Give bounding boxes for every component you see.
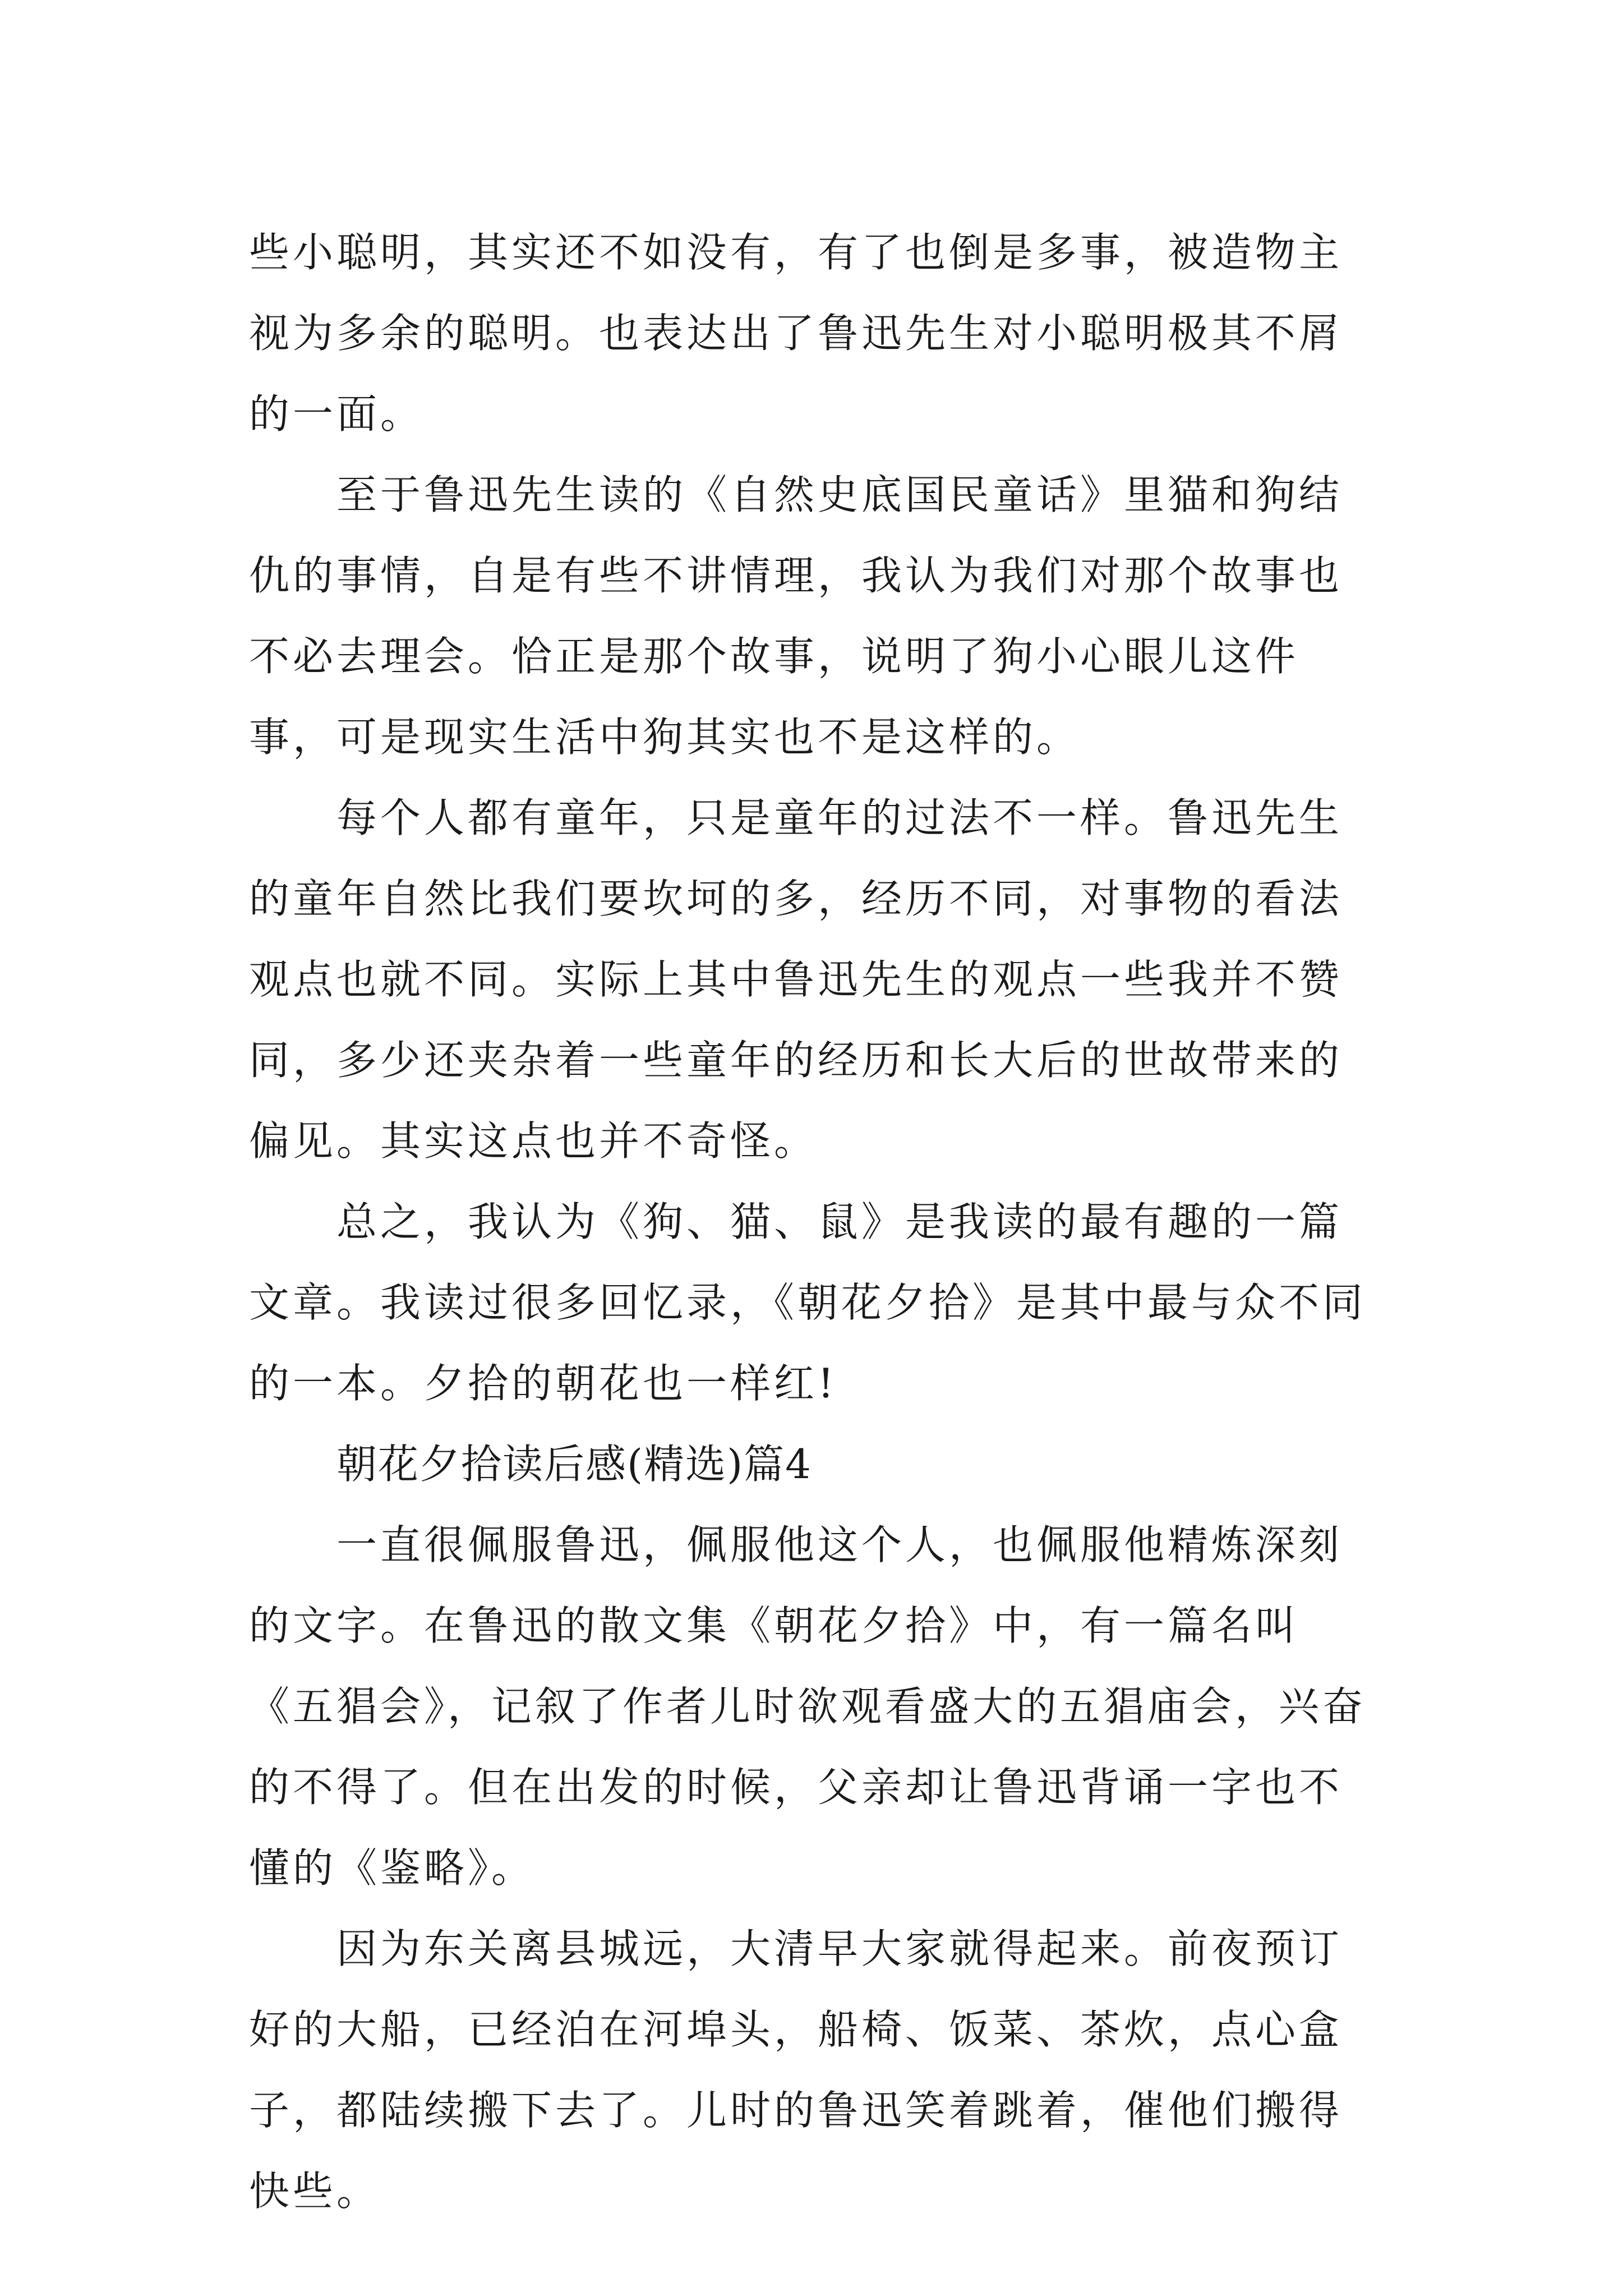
section-heading: 朝花夕拾读后感(精选)篇4 [336,1441,812,1488]
paragraph-conclusion: 总之，我认为《狗、猫、鼠》是我读的最有趣的一篇文章。我读过很多回忆录，《朝花夕拾》是其中最与众不同的一本。夕拾的朝花也一样红! [249,1198,1367,1407]
paragraph-cat-dog: 至于鲁迅先生读的《自然史底国民童话》里猫和狗结仇的事情，自是有些不讲情理，我认为我们对那个故事也不必去理会。恰正是那个故事，说明了狗小心眼儿这件事，可是现实生活中狗其实也不是这样的。 [249,471,1343,761]
paragraph-continuation: 些小聪明，其实还不如没有，有了也倒是多事，被造物主视为多余的聪明。也表达出了鲁迅先生对小聪明极其不屑的一面。 [249,229,1343,438]
paragraph-boat: 因为东关离县城远，大清早大家就得起来。前夜预订好的大船，已经泊在河埠头，船椅、饭菜、茶炊，点心盒子，都陆续搬下去了。儿时的鲁迅笑着跳着，催他们搬得快些。 [249,1925,1343,2215]
paragraph-wuchang-intro: 一直很佩服鲁迅，佩服他这个人，也佩服他精炼深刻的文字。在鲁迅的散文集《朝花夕拾》中，有一篇名叫《五猖会》，记叙了作者儿时欲观看盛大的五猖庙会，兴奋的不得了。但在出发的时候，父亲却让鲁迅背诵一字也不懂的《鉴略》。 [249,1521,1367,1892]
body-text [249,212,1376,2231]
paragraph-childhood: 每个人都有童年，只是童年的过法不一样。鲁迅先生的童年自然比我们要坎坷的多，经历不同，对事物的看法观点也就不同。实际上其中鲁迅先生的观点一些我并不赞同，多少还夹杂着一些童年的经历和长大后的世故带来的偏见。其实这点也并不奇怪。 [249,794,1343,1165]
